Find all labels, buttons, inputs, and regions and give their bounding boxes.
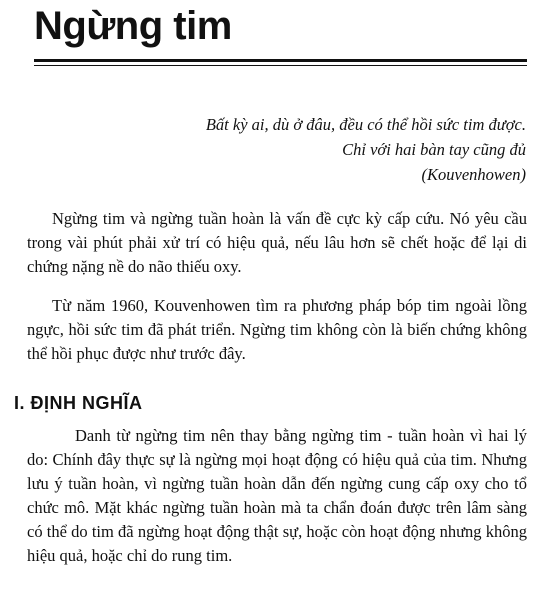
chapter-title: Ngừng tim	[34, 4, 232, 48]
epigraph-line-1: Bất kỳ ai, dù ở đâu, đều có thể hồi sức tim được.	[205, 115, 526, 134]
title-rule-thick	[34, 59, 527, 62]
intro-paragraph-2: Từ năm 1960, Kouvenhowen tìm ra phương pháp bóp tim ngoài lồng ngực, hồi sức tim đã phát triển. Ngừng tim không còn là biến chứng không thể hồi phục được như trước đây.	[27, 296, 527, 363]
title-rule-thin	[34, 65, 527, 66]
intro-paragraph-1: Ngừng tim và ngừng tuần hoàn là vấn đề cực kỳ cấp cứu. Nó yêu cầu trong vài phút phải xử trí có hiệu quả, nếu lâu hơn sẽ chết hoặc để lại di chứng nặng nề do não thiếu oxy.	[27, 209, 527, 276]
epigraph-author: (Kouvenhowen)	[421, 165, 526, 184]
definition-paragraph: Danh từ ngừng tim nên thay bằng ngừng tim - tuần hoàn vì hai lý do: Chính đây thực sự là ngừng mọi hoạt động có hiệu quả của tim. Nhưng lưu ý tuần hoàn, vì ngừng tuần hoàn dẫn đến ngừng cung cấp oxy cho tổ chức mô. Mặt khác ngừng tuần hoàn mà ta chẩn đoán được trên lâm sàng có thể do tim đã ngừng hoạt động thật sự, hoặc còn hoạt động nhưng không hiệu quả, hoặc chỉ do rung tim.	[27, 426, 527, 565]
epigraph	[106, 112, 526, 187]
epigraph-line-2: Chỉ với hai bàn tay cũng đủ	[342, 140, 526, 159]
section-heading-definition: I. ĐỊNH NGHĨA	[14, 393, 143, 413]
